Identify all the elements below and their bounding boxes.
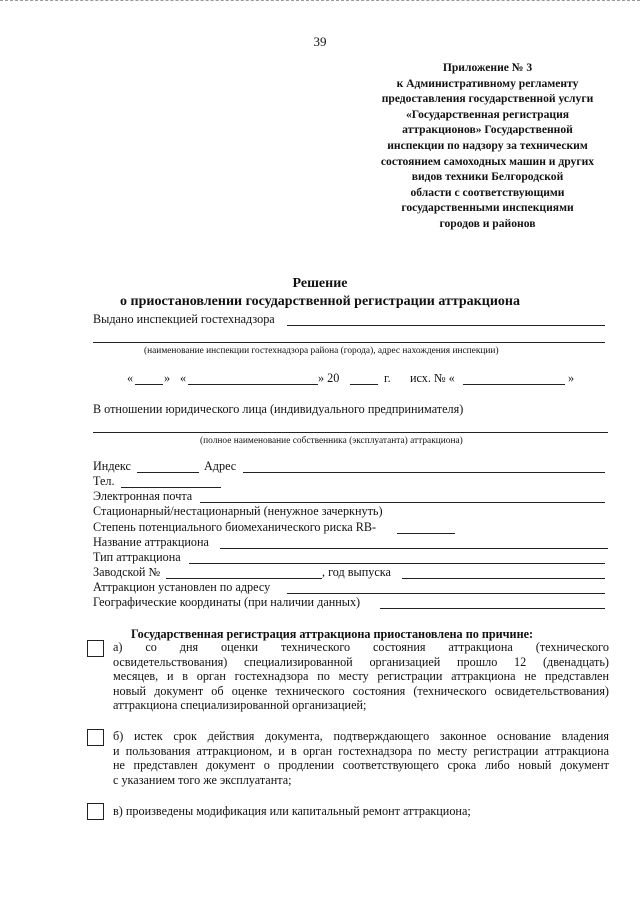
email-label: Электронная почта: [93, 489, 193, 503]
reasons-header: Государственная регистрация аттракциона приостановлена по причине:: [131, 627, 534, 641]
stationary-label: Стационарный/нестационарный (ненужное зачеркнуть): [93, 504, 383, 518]
phone-line[interactable]: [121, 487, 221, 488]
date-year-line[interactable]: [350, 384, 378, 385]
coords-label: Географические координаты (при наличии данных): [93, 595, 361, 609]
reason-a-first-line: [113, 640, 609, 655]
risk-label: Степень потенциального биомеханического риска RB-: [93, 520, 377, 534]
entity-name-line[interactable]: [93, 432, 608, 433]
reason-a-word: со: [145, 640, 157, 654]
reason-a-word: оценки: [221, 640, 259, 654]
inspection-name-line[interactable]: [93, 342, 605, 343]
email-line[interactable]: [200, 502, 605, 503]
issued-label: Выдано инспекцией гостехнадзора: [93, 312, 275, 326]
annex-line: предоставления государственной услуги: [381, 92, 594, 106]
annex-line: области с соответствующими: [410, 185, 565, 199]
outgoing-number-label: исх. № «: [410, 371, 455, 385]
reason-a-line: новый документ об оценке технического состояния (технического освидетельствования): [113, 683, 609, 698]
type-line[interactable]: [189, 563, 605, 564]
reason-c-line: в) произведены модификация или капитальный ремонт аттракциона;: [113, 804, 471, 818]
annex-line: государственными инспекциями: [401, 201, 574, 215]
reason-b-line: не представлен документ о продлении соответствующего срока либо новый документ: [113, 758, 609, 772]
reason-a-checkbox[interactable]: [87, 640, 104, 657]
annex-line: видов техники Белгородской: [411, 170, 564, 184]
reason-a-word: дня: [179, 640, 199, 654]
document-subtitle: о приостановлении государственной регистрации аттракциона: [120, 294, 520, 309]
issued-hint: (наименование инспекции гостехнадзора района (города), адрес нахождения инспекции): [144, 346, 499, 356]
year-label: , год выпуска: [322, 565, 391, 579]
reason-a-text: [113, 640, 609, 713]
date-month-open-quote: «: [180, 371, 187, 385]
outgoing-number-close-quote: »: [568, 371, 575, 385]
serial-label: Заводской №: [93, 565, 161, 579]
annex-header: [355, 60, 620, 232]
annex-line: к Административному регламенту: [396, 76, 579, 90]
annex-line: городов и районов: [439, 216, 536, 230]
date-year-prefix: » 20: [318, 371, 340, 385]
name-line[interactable]: [220, 548, 608, 549]
reason-a-word: технического: [280, 640, 351, 654]
date-day-close-quote: »: [164, 371, 171, 385]
reason-a-line: освидетельствования) специализированной организацией прошло 12 (двенадцать): [113, 654, 609, 669]
annex-line: «Государственная регистрация: [405, 107, 570, 121]
reason-b-text: [113, 729, 609, 787]
reason-a-word: (технического: [535, 640, 609, 654]
reason-a-word: состояния: [373, 640, 426, 654]
phone-label: Тел.: [93, 474, 115, 488]
reason-c-checkbox[interactable]: [87, 803, 104, 820]
page-number: 39: [313, 34, 327, 49]
year-line[interactable]: [402, 578, 605, 579]
top-edge-divider: [0, 0, 640, 4]
address-line[interactable]: [243, 472, 605, 473]
reason-b-line: с указанием того же эксплуатанта;: [113, 772, 292, 787]
coords-line[interactable]: [380, 608, 605, 609]
reason-c-text: [113, 804, 609, 819]
annex-line: Приложение № 3: [442, 61, 533, 74]
installed-label: Аттракцион установлен по адресу: [93, 580, 271, 594]
serial-line[interactable]: [166, 578, 322, 579]
date-month-line[interactable]: [188, 384, 318, 385]
installed-line[interactable]: [287, 593, 605, 594]
date-day-line[interactable]: [135, 384, 163, 385]
risk-line[interactable]: [397, 533, 455, 534]
date-year-suffix: г.: [384, 371, 391, 385]
reason-b-line: и пользования аттракционом, и в орган гостехнадзора по месту регистрации аттракциона: [113, 743, 609, 758]
reason-b-line: б) истек срок действия документа, подтверждающего законное основание владения: [113, 729, 609, 743]
date-day-open-quote: «: [127, 371, 134, 385]
type-label: Тип аттракциона: [93, 550, 181, 564]
reason-b-checkbox[interactable]: [87, 729, 104, 746]
address-label: Адрес: [204, 459, 237, 473]
reason-a-word: а): [113, 640, 123, 654]
reason-a-word: аттракциона: [448, 640, 513, 654]
index-label: Индекс: [93, 459, 131, 473]
index-line[interactable]: [137, 472, 199, 473]
entity-label: В отношении юридического лица (индивидуального предпринимателя): [93, 402, 464, 416]
document-title: Решение: [292, 276, 348, 291]
annex-line: аттракционов» Государственной: [402, 123, 573, 137]
outgoing-number-line[interactable]: [463, 384, 565, 385]
annex-line: инспекции по надзору за техническим: [387, 138, 588, 152]
reason-a-line: аттракциона специализированной организацией;: [113, 698, 367, 712]
annex-line: состоянием самоходных машин и других: [380, 154, 595, 168]
issued-input-line[interactable]: [287, 325, 605, 326]
name-label: Название аттракциона: [93, 535, 209, 549]
entity-hint: (полное наименование собственника (эксплуатанта) аттракциона): [200, 436, 463, 446]
reason-a-line: месяцев, и в орган гостехнадзора по месту регистрации аттракциона не представлен: [113, 669, 609, 683]
